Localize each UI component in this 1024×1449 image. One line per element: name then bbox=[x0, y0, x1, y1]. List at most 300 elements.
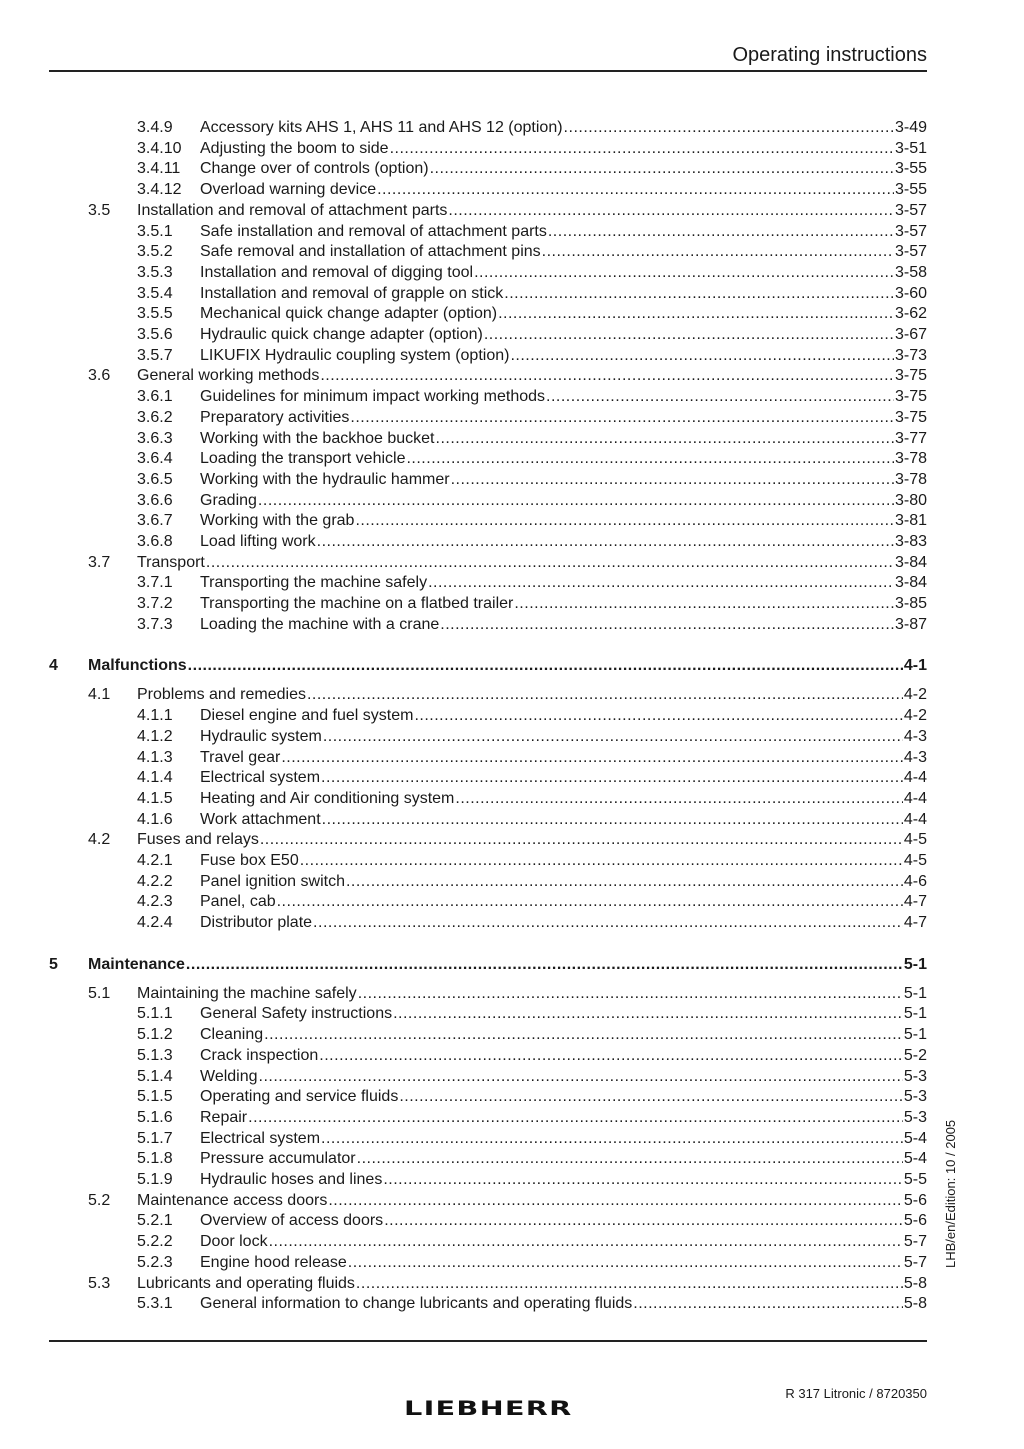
toc-entry[interactable] bbox=[0, 201, 1024, 222]
toc-entry-page: 5-1 bbox=[903, 955, 927, 973]
toc-entry[interactable] bbox=[0, 851, 1024, 872]
toc-entry-title: Installation and removal of grapple on stick bbox=[200, 284, 504, 302]
toc-entry-page: 4-6 bbox=[903, 872, 927, 890]
toc-entry-body bbox=[137, 1274, 927, 1295]
dot-leader bbox=[455, 789, 903, 810]
toc-entry-number: 5.2.3 bbox=[137, 1253, 173, 1271]
toc-entry-number: 3.5.7 bbox=[137, 346, 173, 364]
dot-leader bbox=[355, 511, 894, 532]
toc-entry-body bbox=[200, 1046, 927, 1067]
toc-entry-page: 4-7 bbox=[903, 893, 927, 911]
toc-entry-body bbox=[88, 656, 927, 677]
toc-entry-number: 3.6.1 bbox=[137, 388, 173, 406]
toc-entry-page: 3-75 bbox=[894, 367, 927, 385]
toc-entry-title: Maintenance bbox=[88, 955, 185, 973]
toc-entry-number: 5.2.1 bbox=[137, 1212, 173, 1230]
toc-entry-number: 3.6.3 bbox=[137, 429, 173, 447]
toc-entry-number: 3.7.2 bbox=[137, 595, 173, 613]
toc-entry-body bbox=[200, 180, 927, 201]
toc-entry[interactable] bbox=[0, 263, 1024, 284]
toc-entry[interactable] bbox=[0, 706, 1024, 727]
dot-leader bbox=[320, 366, 894, 387]
toc-entry-page: 4-4 bbox=[903, 789, 927, 807]
toc-entry-body bbox=[200, 1211, 927, 1232]
toc-entry-number: 5.1.3 bbox=[137, 1046, 173, 1064]
dot-leader bbox=[328, 1191, 903, 1212]
toc-entry-title: General information to change lubricants and operating fluids bbox=[200, 1295, 633, 1313]
dot-leader bbox=[358, 984, 903, 1005]
toc-entry-title: Loading the transport vehicle bbox=[200, 450, 406, 468]
dot-leader bbox=[321, 1129, 903, 1150]
toc-entry-title: Maintaining the machine safely bbox=[137, 984, 357, 1002]
dot-leader bbox=[383, 1170, 903, 1191]
toc-entry-number: 4 bbox=[49, 657, 58, 675]
toc-entry-number: 5.1.5 bbox=[137, 1088, 173, 1106]
toc-entry[interactable] bbox=[0, 1046, 1024, 1067]
toc-entry-body bbox=[200, 346, 927, 367]
toc-entry-title: Work attachment bbox=[200, 810, 321, 828]
toc-entry-number: 5.1.7 bbox=[137, 1129, 173, 1147]
toc-entry-body bbox=[200, 325, 927, 346]
toc-entry-page: 4-2 bbox=[903, 707, 927, 725]
toc-entry-page: 5-7 bbox=[903, 1233, 927, 1251]
toc-entry[interactable] bbox=[0, 325, 1024, 346]
toc-entry-number: 3.5 bbox=[88, 201, 111, 219]
toc-entry[interactable] bbox=[0, 118, 1024, 139]
toc-entry[interactable] bbox=[0, 553, 1024, 574]
toc-entry-number: 3.4.9 bbox=[137, 119, 173, 136]
dot-leader bbox=[277, 892, 903, 913]
toc-entry-page: 5-3 bbox=[903, 1088, 927, 1106]
document-reference: R 317 Litronic / 8720350 bbox=[785, 1386, 927, 1401]
toc-entry-number: 5.1.4 bbox=[137, 1067, 173, 1085]
toc-entry[interactable] bbox=[0, 872, 1024, 893]
toc-entry[interactable] bbox=[0, 1294, 1024, 1315]
toc-entry[interactable] bbox=[0, 304, 1024, 325]
toc-entry[interactable] bbox=[0, 449, 1024, 470]
toc-entry-number: 4.1.3 bbox=[137, 748, 173, 766]
toc-entry[interactable] bbox=[0, 594, 1024, 615]
toc-entry[interactable] bbox=[0, 242, 1024, 263]
toc-entry-page: 3-51 bbox=[894, 139, 927, 157]
dot-leader bbox=[564, 118, 894, 139]
dot-leader bbox=[323, 727, 903, 748]
toc-entry-number: 3.4.10 bbox=[137, 139, 182, 157]
toc-entry-title: Operating and service fluids bbox=[200, 1088, 399, 1106]
toc-entry[interactable] bbox=[0, 387, 1024, 408]
toc-entry[interactable] bbox=[0, 1149, 1024, 1170]
toc-entry-page: 3-57 bbox=[894, 201, 927, 219]
toc-entry-page: 4-4 bbox=[903, 769, 927, 787]
toc-entry-number: 5.1.6 bbox=[137, 1108, 173, 1126]
dot-leader bbox=[350, 408, 894, 429]
toc-entry-number: 3.6 bbox=[88, 367, 111, 385]
toc-entry[interactable] bbox=[0, 1232, 1024, 1253]
toc-entry-number: 4.1.4 bbox=[137, 769, 173, 787]
dot-leader bbox=[430, 159, 894, 180]
toc-entry-title: General Safety instructions bbox=[200, 1005, 393, 1023]
dot-leader bbox=[248, 1108, 903, 1129]
dot-leader bbox=[319, 1046, 903, 1067]
toc-entry-body bbox=[137, 201, 927, 222]
dot-leader bbox=[448, 201, 894, 222]
toc-entry-page: 3-75 bbox=[894, 408, 927, 426]
toc-entry-title: Repair bbox=[200, 1108, 248, 1126]
dot-leader bbox=[317, 532, 894, 553]
toc-entry-title: Welding bbox=[200, 1067, 258, 1085]
toc-entry-number: 4.2.3 bbox=[137, 893, 173, 911]
toc-entry-title: Cleaning bbox=[200, 1026, 264, 1044]
toc-entry[interactable] bbox=[0, 830, 1024, 851]
toc-entry-title: Fuses and relays bbox=[137, 831, 259, 849]
dot-leader bbox=[436, 429, 894, 450]
toc-entry[interactable] bbox=[0, 470, 1024, 491]
toc-entry[interactable] bbox=[0, 1191, 1024, 1212]
dot-leader bbox=[258, 491, 894, 512]
dot-leader bbox=[548, 222, 894, 243]
dot-leader bbox=[546, 387, 894, 408]
toc-chapter[interactable] bbox=[0, 656, 1024, 677]
toc-entry-title: Adjusting the boom to side bbox=[200, 139, 389, 157]
toc-entry[interactable] bbox=[0, 1108, 1024, 1129]
toc-entry-number: 3.6.8 bbox=[137, 533, 173, 550]
toc-entry-page: 5-5 bbox=[903, 1171, 927, 1188]
toc-entry-number: 4.2 bbox=[88, 831, 111, 849]
toc-entry-number: 3.5.1 bbox=[137, 222, 173, 240]
toc-entry-page: 4-5 bbox=[903, 852, 927, 869]
toc-entry-body bbox=[200, 727, 927, 748]
toc-entry[interactable] bbox=[0, 366, 1024, 387]
toc-entry-number: 4.2.4 bbox=[137, 914, 173, 932]
toc-entry-number: 3.5.3 bbox=[137, 263, 173, 281]
dot-leader bbox=[307, 685, 903, 706]
dot-leader bbox=[259, 1067, 903, 1088]
toc-entry-title: Load lifting work bbox=[200, 533, 316, 550]
toc-entry-page: 5-6 bbox=[903, 1191, 927, 1209]
toc-entry-body bbox=[200, 511, 927, 532]
dot-leader bbox=[440, 615, 894, 636]
toc-entry-body bbox=[200, 1129, 927, 1150]
dot-leader bbox=[269, 1232, 903, 1253]
toc-entry[interactable] bbox=[0, 1067, 1024, 1088]
toc-entry[interactable] bbox=[0, 346, 1024, 367]
toc-entry-title: Problems and remedies bbox=[137, 686, 306, 704]
toc-entry-number: 3.5.5 bbox=[137, 305, 173, 323]
toc-entry[interactable] bbox=[0, 139, 1024, 160]
toc-entry-body bbox=[200, 429, 927, 450]
header-rule bbox=[49, 70, 927, 72]
toc-entry-page: 3-84 bbox=[894, 553, 927, 571]
toc-entry-number: 3.7 bbox=[88, 553, 111, 571]
toc-entry-number: 3.4.12 bbox=[137, 181, 182, 199]
dot-leader bbox=[399, 1087, 903, 1108]
toc-entry-body bbox=[200, 789, 927, 810]
toc-entry-number: 5.1.8 bbox=[137, 1150, 173, 1168]
toc-entry-body bbox=[200, 1087, 927, 1108]
dot-leader bbox=[186, 955, 903, 976]
toc-entry-title: Travel gear bbox=[200, 748, 281, 766]
toc-entry-title: Heating and Air conditioning system bbox=[200, 789, 455, 807]
toc-entry-number: 5.2 bbox=[88, 1191, 111, 1209]
toc-entry-page: 5-3 bbox=[903, 1067, 927, 1085]
toc-entry-page: 5-1 bbox=[903, 1005, 927, 1023]
toc-entry-title: Working with the backhoe bucket bbox=[200, 429, 435, 447]
toc-entry[interactable] bbox=[0, 573, 1024, 594]
toc-entry-page: 5-8 bbox=[903, 1295, 927, 1313]
toc-entry-page: 4-2 bbox=[903, 686, 927, 704]
toc-entry[interactable] bbox=[0, 429, 1024, 450]
toc-entry-page: 5-7 bbox=[903, 1253, 927, 1271]
toc-entry[interactable] bbox=[0, 1253, 1024, 1274]
toc-entry-page: 5-4 bbox=[903, 1150, 927, 1168]
toc-entry-body bbox=[200, 304, 927, 325]
toc-entry-body bbox=[200, 387, 927, 408]
toc-entry-title: Working with the grab bbox=[200, 512, 355, 530]
toc-entry-page: 4-1 bbox=[903, 657, 927, 675]
toc-entry-title: Crack inspection bbox=[200, 1046, 319, 1064]
toc-entry-page: 3-85 bbox=[894, 595, 927, 613]
toc-entry-page: 3-57 bbox=[894, 243, 927, 261]
toc-entry-number: 4.2.2 bbox=[137, 872, 173, 890]
toc-entry[interactable] bbox=[0, 159, 1024, 180]
toc-entry-number: 5.3.1 bbox=[137, 1295, 173, 1313]
toc-entry-page: 3-60 bbox=[894, 284, 927, 302]
toc-entry[interactable] bbox=[0, 1211, 1024, 1232]
toc-entry-body bbox=[200, 810, 927, 831]
dot-leader bbox=[510, 346, 894, 367]
toc-entry-title: Engine hood release bbox=[200, 1253, 347, 1271]
dot-leader bbox=[504, 284, 894, 305]
toc-entry-page: 4-7 bbox=[903, 914, 927, 932]
toc-entry-title: Electrical system bbox=[200, 769, 321, 787]
toc-entry[interactable] bbox=[0, 810, 1024, 831]
toc-entry[interactable] bbox=[0, 1274, 1024, 1295]
toc-entry-body bbox=[137, 830, 927, 851]
toc-entry-body bbox=[200, 284, 927, 305]
toc-entry-title: Mechanical quick change adapter (option) bbox=[200, 305, 498, 323]
dot-leader bbox=[281, 748, 903, 769]
toc-entry-title: General working methods bbox=[137, 367, 320, 385]
toc-chapter[interactable] bbox=[0, 955, 1024, 976]
toc-entry-body bbox=[200, 615, 927, 636]
toc-entry[interactable] bbox=[0, 1170, 1024, 1191]
toc-entry-number: 5 bbox=[49, 955, 58, 973]
toc-entry-title: Panel ignition switch bbox=[200, 872, 345, 890]
toc-entry-body bbox=[200, 1004, 927, 1025]
toc-entry[interactable] bbox=[0, 984, 1024, 1005]
toc-entry-body bbox=[200, 851, 927, 872]
toc-entry-title: Hydraulic quick change adapter (option) bbox=[200, 326, 483, 343]
toc-entry[interactable] bbox=[0, 491, 1024, 512]
toc-entry-number: 3.6.2 bbox=[137, 408, 173, 426]
toc-entry-body bbox=[200, 222, 927, 243]
toc-entry-body bbox=[88, 955, 927, 976]
toc-entry-body bbox=[137, 685, 927, 706]
toc-entry[interactable] bbox=[0, 685, 1024, 706]
dot-leader bbox=[406, 449, 894, 470]
toc-entry-body bbox=[200, 1108, 927, 1129]
toc-entry-body bbox=[200, 449, 927, 470]
toc-entry[interactable] bbox=[0, 789, 1024, 810]
dot-leader bbox=[356, 1274, 903, 1295]
toc-entry-title: Safe removal and installation of attachment pins bbox=[200, 243, 541, 261]
dot-leader bbox=[348, 1253, 903, 1274]
toc-entry-number: 3.5.6 bbox=[137, 326, 173, 343]
toc-entry[interactable] bbox=[0, 748, 1024, 769]
toc-entry-number: 4.1.6 bbox=[137, 810, 173, 828]
toc-entry-page: 3-78 bbox=[894, 470, 927, 488]
dot-leader bbox=[428, 573, 894, 594]
toc-entry-page: 4-4 bbox=[903, 810, 927, 828]
toc-entry-title: Overload warning device bbox=[200, 181, 377, 199]
footer-rule bbox=[49, 1340, 927, 1342]
toc-entry-title: Transporting the machine safely bbox=[200, 574, 428, 592]
toc-entry[interactable] bbox=[0, 284, 1024, 305]
toc-entry-body bbox=[200, 748, 927, 769]
toc-entry-body bbox=[137, 553, 927, 574]
dot-leader bbox=[300, 851, 903, 872]
toc-entry-body bbox=[200, 913, 927, 934]
toc-entry-body bbox=[200, 491, 927, 512]
toc-entry-page: 3-75 bbox=[894, 388, 927, 406]
dot-leader bbox=[498, 304, 894, 325]
toc-entry-title: Panel, cab bbox=[200, 893, 276, 911]
toc-entry[interactable] bbox=[0, 511, 1024, 532]
dot-leader bbox=[390, 139, 894, 160]
toc-entry-title: Lubricants and operating fluids bbox=[137, 1274, 355, 1292]
dot-leader bbox=[346, 872, 903, 893]
toc-entry-number: 4.1.2 bbox=[137, 727, 173, 745]
toc-entry[interactable] bbox=[0, 408, 1024, 429]
toc-entry-body bbox=[200, 594, 927, 615]
dot-leader bbox=[313, 913, 903, 934]
liebherr-logo: LIEBHERR bbox=[404, 1398, 573, 1421]
toc-entry[interactable] bbox=[0, 1087, 1024, 1108]
toc-entry-body bbox=[200, 1067, 927, 1088]
toc-entry-page: 4-3 bbox=[903, 727, 927, 745]
toc-entry-body bbox=[137, 366, 927, 387]
toc-entry-title: Preparatory activities bbox=[200, 408, 350, 426]
toc-entry[interactable] bbox=[0, 892, 1024, 913]
toc-entry-page: 3-57 bbox=[894, 222, 927, 240]
toc-entry-title: Loading the machine with a crane bbox=[200, 615, 440, 633]
toc-entry-number: 5.3 bbox=[88, 1274, 111, 1292]
toc-entry-body bbox=[200, 242, 927, 263]
toc-entry-number: 3.5.2 bbox=[137, 243, 173, 261]
toc-entry-title: Electrical system bbox=[200, 1129, 321, 1147]
dot-leader bbox=[542, 242, 894, 263]
toc-entry-body bbox=[200, 263, 927, 284]
dot-leader bbox=[414, 706, 902, 727]
toc-entry-page: 3-73 bbox=[894, 346, 927, 364]
toc-entry-title: Overview of access doors bbox=[200, 1212, 384, 1230]
toc-entry-title: Installation and removal of attachment parts bbox=[137, 201, 448, 219]
dot-leader bbox=[206, 553, 894, 574]
toc-entry-body bbox=[200, 1170, 927, 1191]
dot-leader bbox=[393, 1004, 903, 1025]
toc-entry-number: 3.7.3 bbox=[137, 615, 173, 633]
toc-entry-body bbox=[200, 1253, 927, 1274]
toc-entry-number: 4.1 bbox=[88, 686, 111, 704]
dot-leader bbox=[322, 810, 903, 831]
toc-entry-number: 3.6.7 bbox=[137, 512, 173, 530]
toc-entry-number: 3.5.4 bbox=[137, 284, 173, 302]
dot-leader bbox=[321, 768, 903, 789]
toc-entry-body bbox=[137, 984, 927, 1005]
toc-entry[interactable] bbox=[0, 768, 1024, 789]
toc-entry-title: Door lock bbox=[200, 1233, 268, 1251]
toc-entry-title: Guidelines for minimum impact working methods bbox=[200, 388, 546, 406]
toc-entry[interactable] bbox=[0, 727, 1024, 748]
toc-entry-body bbox=[200, 706, 927, 727]
toc-entry-page: 5-1 bbox=[903, 1026, 927, 1044]
toc-entry-title: Hydraulic hoses and lines bbox=[200, 1171, 383, 1188]
toc-entry-number: 3.7.1 bbox=[137, 574, 173, 592]
toc-entry-number: 4.1.5 bbox=[137, 789, 173, 807]
toc-entry-page: 3-84 bbox=[894, 574, 927, 592]
toc-entry-page: 3-62 bbox=[894, 305, 927, 323]
toc-entry[interactable] bbox=[0, 1004, 1024, 1025]
toc-entry-page: 5-2 bbox=[903, 1046, 927, 1064]
toc-entry-number: 5.1.9 bbox=[137, 1171, 173, 1188]
toc-entry-page: 3-55 bbox=[894, 181, 927, 199]
toc-entry-page: 3-80 bbox=[894, 491, 927, 509]
toc-entry-number: 3.4.11 bbox=[137, 160, 181, 178]
toc-entry-title: Grading bbox=[200, 491, 257, 509]
toc-entry-number: 5.1 bbox=[88, 984, 111, 1002]
toc-entry-body bbox=[200, 532, 927, 553]
toc-entry-title: Diesel engine and fuel system bbox=[200, 707, 414, 725]
toc-entry-page: 5-4 bbox=[903, 1129, 927, 1147]
dot-leader bbox=[188, 656, 903, 677]
dot-leader bbox=[260, 830, 903, 851]
toc-entry-title: Malfunctions bbox=[88, 657, 187, 675]
toc-entry-title: Transporting the machine on a flatbed trailer bbox=[200, 595, 514, 613]
toc-entry-body bbox=[200, 1025, 927, 1046]
toc-entry-page: 4-3 bbox=[903, 748, 927, 766]
toc-entry[interactable] bbox=[0, 180, 1024, 201]
dot-leader bbox=[264, 1025, 903, 1046]
toc-entry-page: 3-83 bbox=[894, 533, 927, 550]
toc-entry[interactable] bbox=[0, 1129, 1024, 1150]
toc-entry[interactable] bbox=[0, 532, 1024, 553]
page-header-title: Operating instructions bbox=[732, 44, 927, 66]
toc-entry-page: 3-77 bbox=[894, 429, 927, 447]
toc-entry[interactable] bbox=[0, 615, 1024, 636]
dot-leader bbox=[377, 180, 894, 201]
toc-entry-number: 5.2.2 bbox=[137, 1233, 173, 1251]
toc-entry-body bbox=[200, 892, 927, 913]
toc-entry[interactable] bbox=[0, 222, 1024, 243]
toc-entry-title: Working with the hydraulic hammer bbox=[200, 470, 450, 488]
toc-entry-page: 5-1 bbox=[903, 984, 927, 1002]
dot-leader bbox=[484, 325, 894, 346]
toc-entry-title: Fuse box E50 bbox=[200, 852, 299, 869]
toc-entry-number: 3.6.4 bbox=[137, 450, 173, 468]
dot-leader bbox=[384, 1211, 903, 1232]
toc-entry-page: 5-8 bbox=[903, 1274, 927, 1292]
toc-entry-number: 4.2.1 bbox=[137, 852, 173, 869]
toc-entry-page: 3-55 bbox=[894, 160, 927, 178]
toc-entry[interactable] bbox=[0, 1025, 1024, 1046]
dot-leader bbox=[514, 594, 894, 615]
toc-entry-body bbox=[200, 1149, 927, 1170]
toc-entry[interactable] bbox=[0, 913, 1024, 934]
toc-entry-page: 3-87 bbox=[894, 615, 927, 633]
dot-leader bbox=[357, 1149, 903, 1170]
toc-entry-title: Transport bbox=[137, 553, 205, 571]
toc-entry-number: 3.6.5 bbox=[137, 470, 173, 488]
